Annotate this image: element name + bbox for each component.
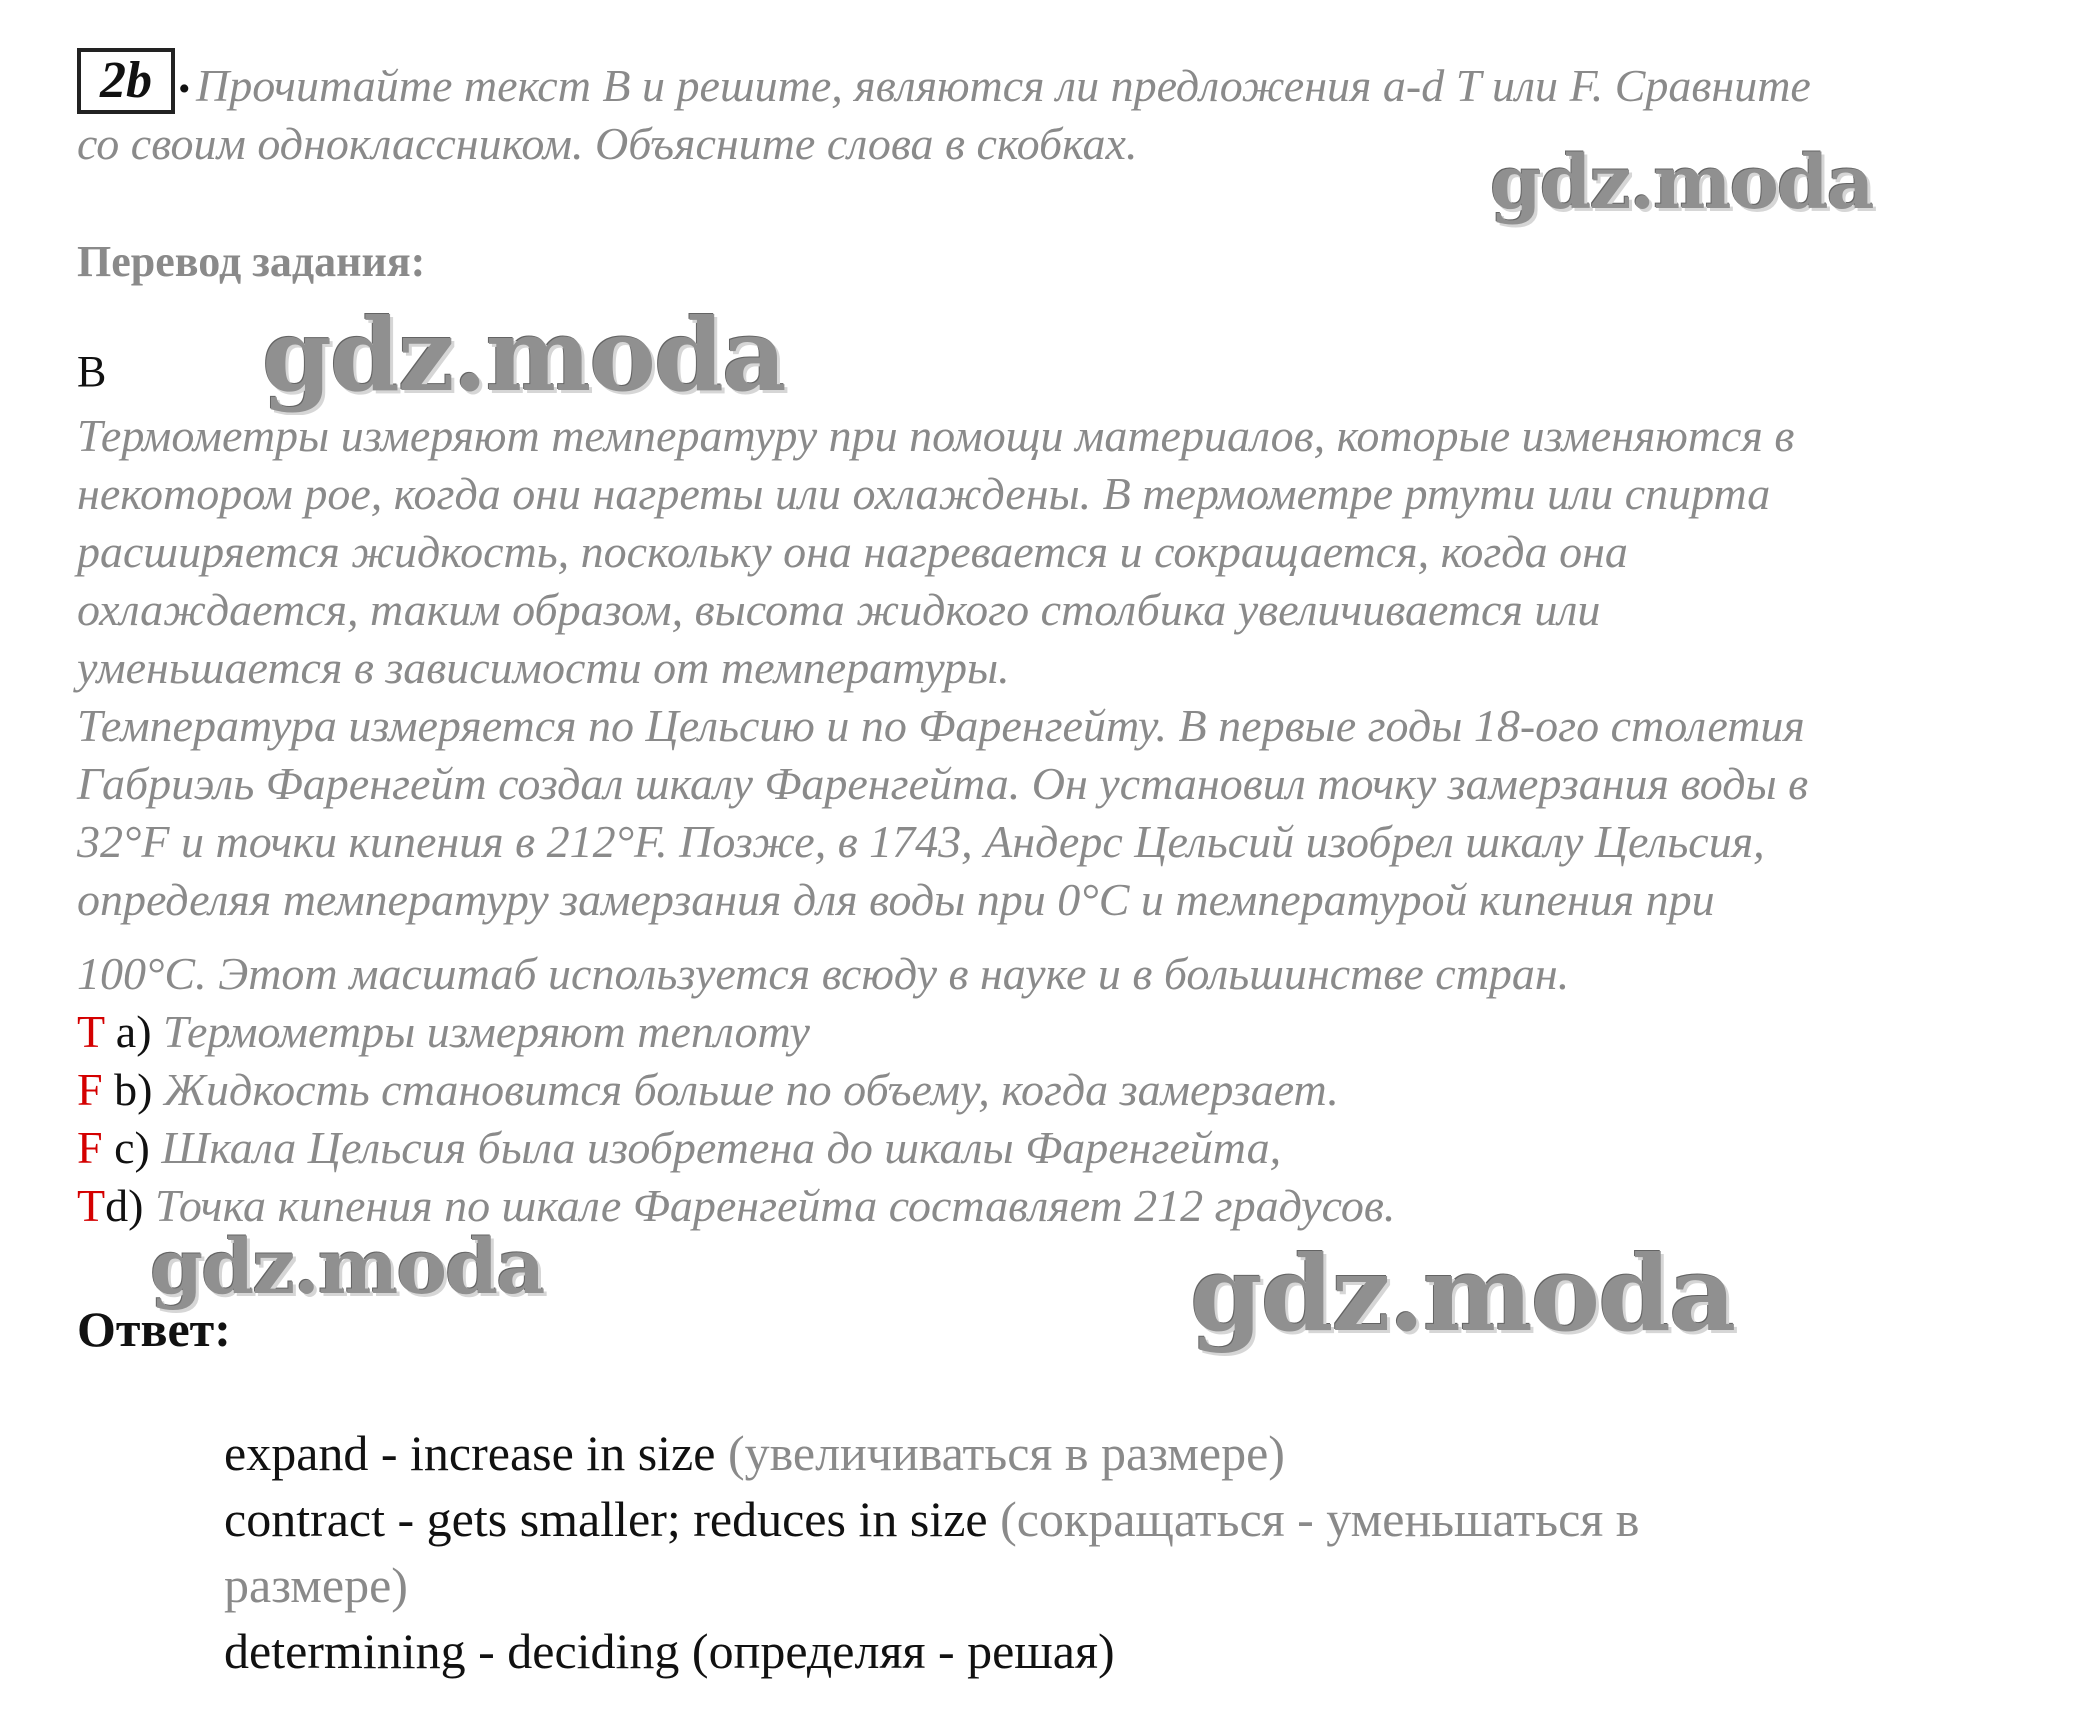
statement-label: a) — [104, 1006, 164, 1057]
vocab-term: contract - gets smaller; reduces in size — [224, 1491, 1001, 1547]
watermark: gdz.moda — [150, 1222, 544, 1311]
text-line: расширяется жидкость, поскольку она нагревается и сокращается, когда она — [77, 526, 1628, 577]
text-line: охлаждается, таким образом, высота жидкого столбика увеличивается или — [77, 584, 1601, 635]
statement-a — [77, 1004, 810, 1060]
text-line: некотором рое, когда они нагреты или охлаждены. В термометре ртути или спирта — [77, 468, 1771, 519]
task-number-dot: . — [178, 47, 191, 103]
statement-text: Шкала Цельсия была изобретена до шкалы Фаренгейта, — [161, 1122, 1282, 1173]
task-number-box: 2b — [77, 48, 175, 114]
text-line: Температура измеряется по Цельсию и по Фаренгейту. В первые годы 18-ого столетия — [77, 700, 1805, 751]
text-line: 32°F и точки кипения в 212°F. Позже, в 1743, Андерс Цельсий изобрел шкалу Цельсия, — [77, 816, 1765, 867]
vocab-gloss: (сокращаться - уменьшаться в — [1000, 1491, 1640, 1547]
vocab-line — [224, 1618, 1115, 1684]
statement-text: Жидкость становится больше по объему, когда замерзает. — [163, 1064, 1339, 1115]
text-label: B — [77, 347, 107, 396]
instruction-line-1: Прочитайте текст В и решите, являются ли предложения a-d T или F. Сравните — [196, 60, 1811, 111]
statement-label: c) — [102, 1122, 162, 1173]
text-line: Термометры измеряют температуру при помощи материалов, которые изменяются в — [77, 410, 1795, 461]
watermark: gdz.moda — [1190, 1232, 1735, 1355]
tf-mark: F — [77, 1064, 103, 1115]
watermark: gdz.moda — [262, 296, 785, 414]
instruction-line-2: со своим одноклассником. Объясните слова в скобках. — [77, 118, 1138, 169]
statement-text: Термометры измеряют теплоту — [163, 1006, 810, 1057]
tf-mark: T — [77, 1180, 106, 1231]
text-line: 100°C. Этот масштаб используется всюду в науке и в большинстве стран. — [77, 948, 1570, 999]
statement-label: b) — [102, 1064, 164, 1115]
vocab-gloss: (увеличиваться в размере) — [727, 1425, 1285, 1481]
statement-c — [77, 1120, 1281, 1176]
vocab-line — [224, 1486, 1639, 1552]
vocab-line — [224, 1420, 1285, 1486]
vocab-term: determining - deciding (определяя - решая) — [224, 1623, 1115, 1679]
vocab-line — [224, 1552, 408, 1618]
text-line: определяя температуру замерзания для воды при 0°C и температурой кипения при — [77, 874, 1715, 925]
statement-text: Точка кипения по шкале Фаренгейта составляет 212 градусов. — [154, 1180, 1396, 1231]
statement-label: d) — [105, 1180, 155, 1231]
translation-heading: Перевод задания: — [77, 237, 426, 286]
answer-heading: Ответ: — [77, 1301, 231, 1357]
text-line: Габриэль Фаренгейт создал шкалу Фаренгейта. Он установил точку замерзания воды в — [77, 758, 1809, 809]
vocab-gloss: размере) — [224, 1557, 408, 1613]
tf-mark: F — [77, 1122, 103, 1173]
watermark: gdz.moda — [1490, 140, 1873, 226]
vocab-term: expand - increase in size — [224, 1425, 728, 1481]
text-line: уменьшается в зависимости от температуры. — [77, 642, 1010, 693]
tf-mark: T — [77, 1006, 105, 1057]
statement-b — [77, 1062, 1339, 1118]
